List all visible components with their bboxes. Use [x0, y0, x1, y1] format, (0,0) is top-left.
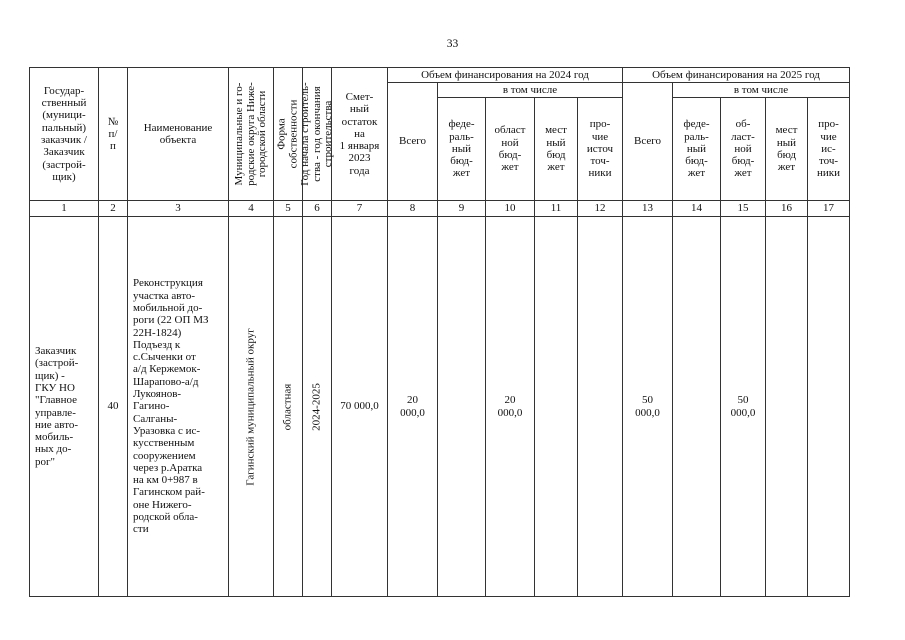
- col-number: 12: [578, 201, 623, 217]
- row-federal-2024: [438, 217, 486, 597]
- col-number: 7: [332, 201, 388, 217]
- col-number: 3: [128, 201, 229, 217]
- row-years: 2024-2025: [303, 217, 332, 597]
- header-other-2025: про- чие ис- точ- ники: [808, 98, 850, 201]
- row-total-2025: 50 000,0: [623, 217, 673, 597]
- header-fin-2025: Объем финансирования на 2025 год: [623, 68, 850, 83]
- table-row: [30, 217, 850, 597]
- header-total-2025: Всего: [623, 83, 673, 201]
- col-number: 17: [808, 201, 850, 217]
- row-num: 40: [99, 217, 128, 597]
- row-object-name: Реконструкция участка авто- мобильной до- роги (22 ОП МЗ 22Н-1824) Подъезд к с.Сыченки от а/д Кержемок- Шарапово-а/д Лукоянов- Гагино- Салганы- Уразовка с ис- кусственным сооружением через р.Аратка на км 0+987 в Гагинском рай- оне Нижего- родской обла- сти: [128, 217, 229, 597]
- row-municipality: Гагинский муниципальный округ: [229, 217, 274, 597]
- col-number: 13: [623, 201, 673, 217]
- column-number-row: [30, 201, 850, 217]
- page-number: 33: [446, 38, 459, 50]
- header-ownership: Форма собственности: [274, 68, 303, 201]
- header-fin-2024: Объем финансирования на 2024 год: [388, 68, 623, 83]
- header-regional-2025: об- ласт- ной бюд- жет: [721, 98, 766, 201]
- header-years: Год начала строитель- ства - год окончания строительства: [303, 68, 332, 201]
- col-number: 1: [30, 201, 99, 217]
- header-total-2024: Всего: [388, 83, 438, 201]
- col-number: 5: [274, 201, 303, 217]
- col-number: 11: [535, 201, 578, 217]
- header-estimate: Смет- ный остаток на 1 января 2023 года: [332, 68, 388, 201]
- header-municipality: Муниципальные и го- родские округа Ниже- городской области: [229, 68, 274, 201]
- header-regional-2024: област ной бюд- жет: [486, 98, 535, 201]
- col-number: 16: [766, 201, 808, 217]
- row-total-2024: 20 000,0: [388, 217, 438, 597]
- row-regional-2025: 50 000,0: [721, 217, 766, 597]
- header-incl-2025: в том числе: [673, 83, 850, 98]
- row-local-2024: [535, 217, 578, 597]
- row-estimate: 70 000,0: [332, 217, 388, 597]
- row-regional-2024: 20 000,0: [486, 217, 535, 597]
- row-federal-2025: [673, 217, 721, 597]
- col-number: 2: [99, 201, 128, 217]
- col-number: 15: [721, 201, 766, 217]
- row-customer: Заказчик (застрой- щик) - ГКУ НО "Главное управле- ние авто- мобиль- ных до- рог": [30, 217, 99, 597]
- row-other-2025: [808, 217, 850, 597]
- row-other-2024: [578, 217, 623, 597]
- row-ownership: областная: [274, 217, 303, 597]
- header-local-2024: мест ный бюд жет: [535, 98, 578, 201]
- header-object-name: Наименование объекта: [128, 68, 229, 201]
- col-number: 8: [388, 201, 438, 217]
- header-incl-2024: в том числе: [438, 83, 623, 98]
- col-number: 10: [486, 201, 535, 217]
- header-federal-2025: феде- раль- ный бюд- жет: [673, 98, 721, 201]
- header-federal-2024: феде- раль- ный бюд- жет: [438, 98, 486, 201]
- header-other-2024: про- чие источ точ- ники: [578, 98, 623, 201]
- col-number: 9: [438, 201, 486, 217]
- col-number: 14: [673, 201, 721, 217]
- row-local-2025: [766, 217, 808, 597]
- col-number: 6: [303, 201, 332, 217]
- financing-table: [29, 67, 850, 597]
- header-num: № п/ п: [99, 68, 128, 201]
- header-local-2025: мест ный бюд жет: [766, 98, 808, 201]
- col-number: 4: [229, 201, 274, 217]
- header-customer: Государ- ственный (муници- пальный) заказчик / Заказчик (застрой- щик): [30, 68, 99, 201]
